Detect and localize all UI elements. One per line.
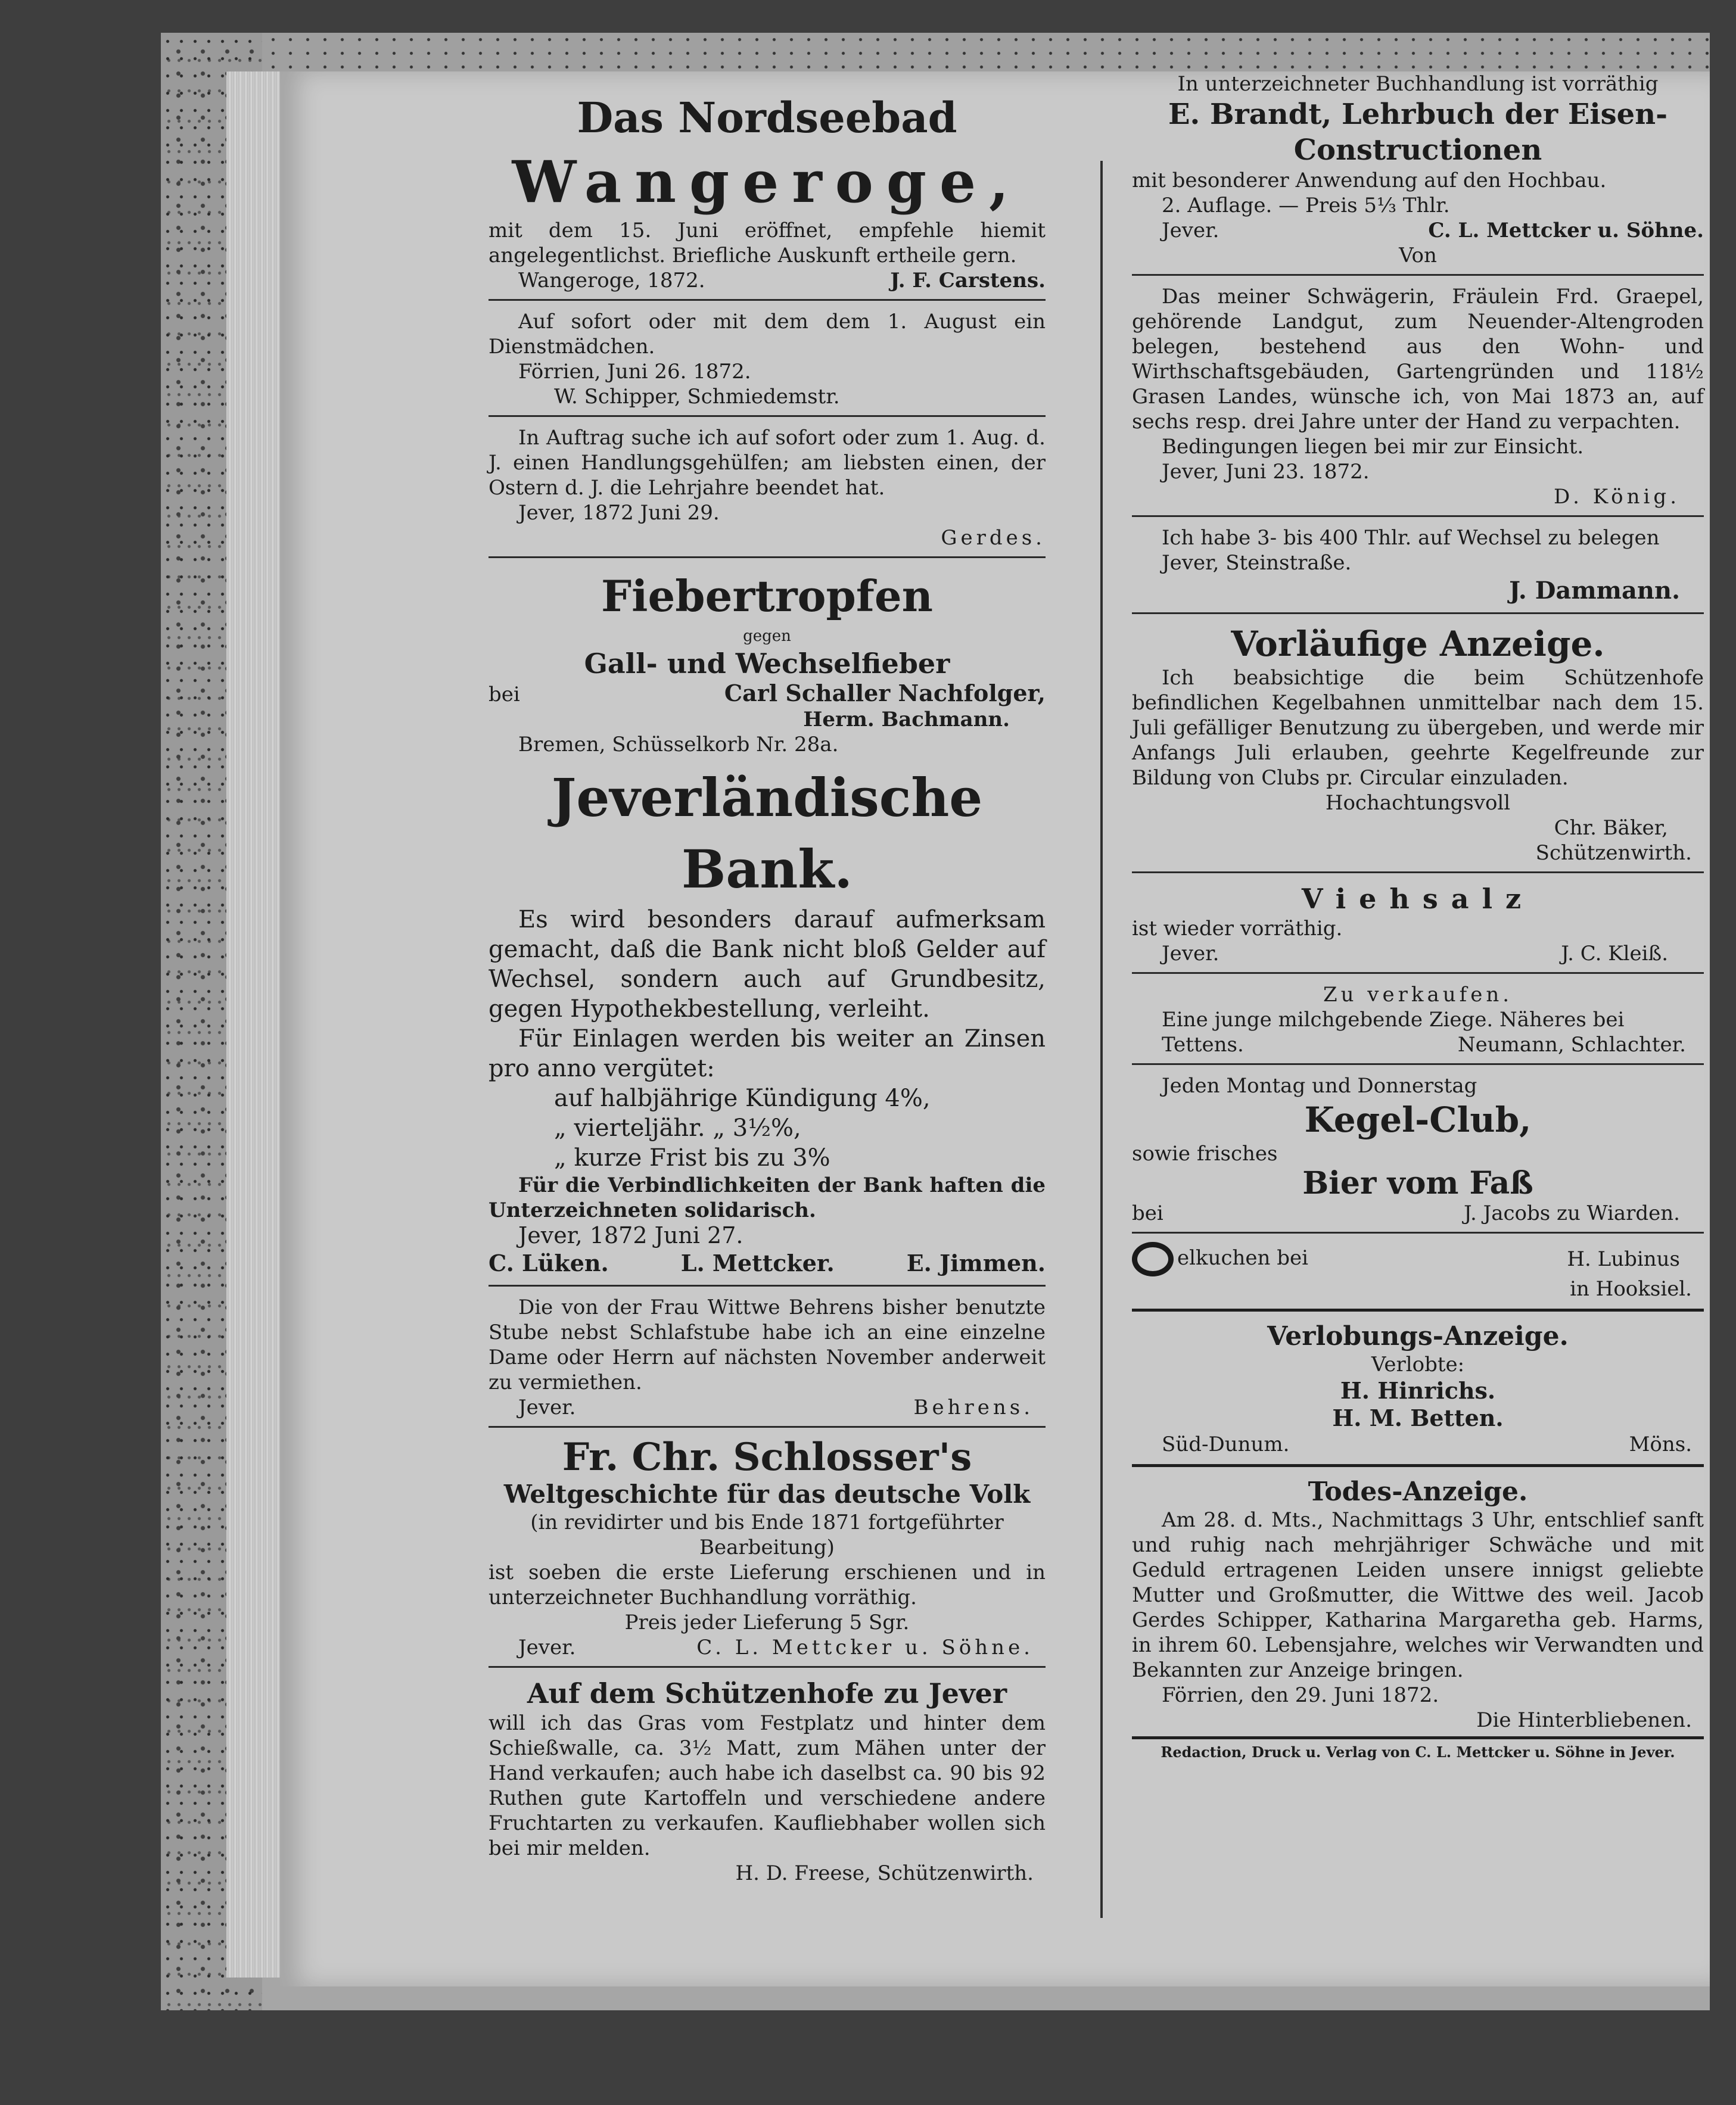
ad-bei: bei (489, 683, 520, 706)
ad-signature: C. Lüken. (489, 1250, 609, 1276)
ad-signature: D. König. (1554, 485, 1680, 509)
ad-body: Am 28. d. Mts., Nachmittags 3 Uhr, entschlief sanft und ruhig nach mehrjähriger Schwäche und mit Geduld ertragenen Leiden unsere innigst geliebte Mutter und Großmutter, die Wittwe des weil. Jacob Gerdes Schipper, Katharina Margaretha geb. Harms, in ihrem 60. Lebensjahre, welches wir Verwandten und Bekannten zur Anzeige bringen. (1132, 1508, 1704, 1682)
ad-firm: Carl Schaller Nachfolger, (724, 680, 1046, 706)
ad-verlobungs-anzeige (1132, 1321, 1704, 1457)
ad-brandt-lehrbuch (1132, 71, 1704, 268)
ad-schlosser-weltgeschichte (489, 1436, 1046, 1660)
ad-rate: „ vierteljähr. „ 3½%, (554, 1114, 801, 1142)
ad-todes-anzeige (1132, 1477, 1704, 1733)
divider (1132, 1309, 1704, 1312)
ad-body: Ich habe 3- bis 400 Thlr. auf Wechsel zu belegen (1162, 526, 1660, 550)
ad-signature: J. C. Kleiß. (1561, 942, 1668, 966)
ad-intro: Jeden Montag und Donnerstag (1162, 1074, 1477, 1098)
ad-signature: H. Lubinus (1567, 1247, 1680, 1271)
ad-jeverlaendische-bank (489, 762, 1046, 1279)
divider (1132, 1232, 1704, 1234)
divider (1132, 515, 1704, 517)
divider (489, 299, 1046, 301)
divider (1132, 1464, 1704, 1467)
ad-schuetzenhof (489, 1676, 1046, 1886)
divider (1132, 1063, 1704, 1065)
ad-subtitle: Weltgeschichte für das deutsche Volk (503, 1480, 1031, 1509)
ad-place: Jever. (518, 1636, 576, 1659)
ad-title: Das Nordseebad (577, 93, 957, 142)
ad-place-heading: Wangeroge, (512, 148, 1022, 216)
ad-place: Jever. (518, 1396, 576, 1419)
ad-text-wrap (1132, 1242, 1308, 1276)
ad-body: Für Einlagen werden bis weiter an Zinsen pro anno vergütet: (489, 1025, 1046, 1082)
divider (1132, 274, 1704, 276)
ad-body: ist wieder vorräthig. (1132, 917, 1343, 941)
ad-body: In Auftrag suche ich auf sofort oder zum 1. Aug. d. J. einen Handlungsgehülfen; am liebsten einen, der Ostern d. J. die Lehrjahre beendet hat. (489, 426, 1046, 500)
imprint: Redaction, Druck u. Verlag von C. L. Mettcker u. Söhne in Jever. (1161, 1743, 1675, 1761)
ad-conditions: Bedingungen liegen bei mir zur Einsicht. (1162, 435, 1584, 459)
ad-signature: E. Jimmen. (906, 1250, 1046, 1276)
ad-rate: auf halbjährige Kündigung 4%, (554, 1085, 931, 1112)
ad-body: Eine junge milchgebende Ziege. Näheres bei (1162, 1008, 1625, 1032)
ad-body: mit dem 15. Juni eröffnet, empfehle hiemit angelegentlichst. Briefliche Auskunft ertheile gern. (489, 219, 1046, 267)
ad-wangeroge (489, 89, 1046, 293)
ad-von: Von (1399, 244, 1437, 267)
ad-signature: C. L. Mettcker u. Söhne. (696, 1636, 1034, 1659)
ad-signature: Neumann, Schlachter. (1457, 1033, 1686, 1057)
ad-title: Zu verkaufen. (1323, 983, 1513, 1007)
ad-title: Auf dem Schützenhofe zu Jever (527, 1677, 1007, 1709)
ad-mid: sowie frisches (1132, 1142, 1278, 1166)
ad-viehsalz (1132, 882, 1704, 966)
ad-name: H. M. Betten. (1332, 1405, 1504, 1431)
ad-title: Fr. Chr. Schlosser's (562, 1435, 972, 1480)
ad-signature: J. Dammann. (1509, 577, 1680, 605)
left-column (489, 89, 1046, 1886)
ad-body: mit besonderer Anwendung auf den Hochbau. (1132, 169, 1607, 192)
divider (489, 1666, 1046, 1668)
ad-place: Möns. (1629, 1433, 1692, 1456)
ad-role: Schützenwirth. (1535, 841, 1692, 865)
ad-place: Süd-Dunum. (1162, 1433, 1290, 1456)
ad-closing: Hochachtungsvoll (1325, 791, 1511, 815)
right-column (1132, 71, 1704, 1762)
ad-title: Viehsalz (1301, 883, 1535, 915)
ad-title: E. Brandt, Lehrbuch der Eisen-Constructionen (1168, 98, 1668, 167)
ad-signature: Die Hinterbliebenen. (1476, 1708, 1692, 1732)
divider (489, 415, 1046, 417)
ad-signature: Behrens. (913, 1396, 1034, 1419)
ad-signature: J. F. Carstens. (890, 269, 1046, 292)
ad-intro: In unterzeichneter Buchhandlung ist vorräthig (1177, 72, 1659, 96)
ad-body: Das meiner Schwägerin, Fräulein Frd. Graepel, gehörende Landgut, zum Neuender-Altengroden belegen, bestehend aus den Wohn- und Wirthschaftsgebäuden, Gartengründen und 118½ Grasen Landes, wünsche ich, von Mai 1873 an, auf sechs resp. drei Jahre unter der Hand zu verpachten. (1132, 285, 1704, 434)
ad-vorlaeufige-anzeige (1132, 622, 1704, 865)
ad-place: Jever. (1162, 942, 1219, 966)
ad-title: Todes-Anzeige. (1308, 1477, 1528, 1507)
ad-body: ist soeben die erste Lieferung erschienen und in unterzeichneter Buchhandlung vorräthig. (489, 1561, 1046, 1609)
column-divider (1100, 161, 1103, 1918)
ad-body: will ich das Gras vom Festplatz und hinter dem Schießwalle, ca. 3½ Matt, zum Mähen unter der Hand verkaufen; auch habe ich daselbst ca. 90 bis 92 Ruthen gute Kartoffeln und verschiedene andere Fruchtarten zu verkaufen. Kaufliebhaber wollen sich bei mir melden. (489, 1711, 1046, 1860)
ad-place-date: Förrien, den 29. Juni 1872. (1162, 1683, 1439, 1707)
ad-price: Preis jeder Lieferung 5 Sgr. (624, 1611, 910, 1634)
ad-handlungsgehuelfe (489, 425, 1046, 550)
ad-body: Es wird besonders darauf aufmerksam gemacht, daß die Bank nicht bloß Gelder auf Wechsel, sondern auch auf Grundbesitz, gegen Hypothekbestellung, verleiht. (489, 906, 1046, 1023)
ad-place: Jever. (1162, 219, 1219, 242)
initial-letter-o (1132, 1242, 1174, 1276)
ad-address: Bremen, Schüsselkorb Nr. 28a. (518, 733, 839, 756)
ad-firm-owner: Herm. Bachmann. (803, 708, 1010, 731)
ad-rate: „ kurze Frist bis zu 3% (554, 1144, 830, 1172)
ad-name: H. Hinrichs. (1340, 1377, 1496, 1404)
ad-oelkuchen (1132, 1242, 1704, 1301)
ad-landgut-verpachtung (1132, 284, 1704, 509)
ad-signature: L. Mettcker. (680, 1250, 835, 1276)
ad-place-date: Jever, 1872 Juni 29. (518, 501, 720, 525)
ad-place-date: Jever, 1872 Juni 27. (518, 1222, 743, 1248)
divider (1132, 1736, 1704, 1739)
ad-title: Vorläufige Anzeige. (1231, 624, 1605, 664)
ad-address: Jever, Steinstraße. (1162, 551, 1352, 575)
ad-title: Verlobungs-Anzeige. (1267, 1321, 1569, 1352)
ad-subtitle: Gall- und Wechselfieber (584, 647, 950, 680)
ad-dammann-wechsel (1132, 525, 1704, 606)
divider (489, 1426, 1046, 1428)
divider (1132, 871, 1704, 873)
ad-body: Die von der Frau Wittwe Behrens bisher benutzte Stube nebst Schlafstube habe ich an eine einzelne Dame oder Herrn auf nächsten November anderweit zu vermiethen. (489, 1296, 1046, 1394)
ad-fiebertropfen (489, 566, 1046, 757)
ad-zu-verkaufen (1132, 982, 1704, 1057)
ad-kegel-club (1132, 1073, 1704, 1226)
ad-text: elkuchen bei (1177, 1246, 1309, 1270)
divider (489, 556, 1046, 558)
ad-place-date: Wangeroge, 1872. (518, 269, 705, 292)
ad-dienstmaedchen (489, 309, 1046, 409)
ad-title: Kegel-Club, (1304, 1100, 1532, 1140)
ad-subtitle: Bier vom Faß (1302, 1165, 1533, 1201)
ad-place-date: Förrien, Juni 26. 1872. (518, 360, 751, 384)
ad-title: Jeverländische Bank. (551, 767, 983, 900)
ad-signature: Chr. Bäker, (1554, 816, 1668, 840)
ad-note: Für die Verbindlichkeiten der Bank haften die Unterzeichneten solidarisch. (489, 1173, 1046, 1222)
ad-edition: 2. Auflage. — Preis 5⅓ Thlr. (1162, 194, 1450, 217)
ad-behrens-stube (489, 1295, 1046, 1420)
ad-place: Tettens. (1162, 1033, 1244, 1057)
ad-signature: J. Jacobs zu Wiarden. (1464, 1201, 1680, 1225)
ad-signature: Gerdes. (941, 526, 1046, 550)
ad-title: Fiebertropfen (601, 571, 934, 621)
ad-label: Verlobte: (1371, 1353, 1465, 1377)
ad-signature-place: in Hooksiel. (1570, 1277, 1692, 1301)
ad-signature: C. L. Mettcker u. Söhne. (1428, 219, 1704, 242)
divider (489, 1285, 1046, 1287)
ad-place-date: Jever, Juni 23. 1872. (1162, 460, 1370, 484)
ad-bei: bei (1132, 1201, 1163, 1225)
ad-signature: H. D. Freese, Schützenwirth. (735, 1861, 1034, 1885)
ad-body: Auf sofort oder mit dem dem 1. August ein Dienstmädchen. (489, 310, 1046, 359)
ad-signature: W. Schipper, Schmiedemstr. (554, 385, 840, 409)
divider (1132, 612, 1704, 614)
ad-body: Ich beabsichtige die beim Schützenhofe befindlichen Kegelbahnen unmittelbar nach dem 15. Juli gefälliger Benutzung zu übergeben, und werde mir Anfangs Juli erlauben, geehrte Kegelfreunde zur Bildung von Clubs pr. Circular einzuladen. (1132, 666, 1704, 790)
ad-paren: (in revidirter und bis Ende 1871 fortgeführter Bearbeitung) (530, 1511, 1004, 1559)
divider (1132, 972, 1704, 974)
ad-gegen: gegen (743, 627, 791, 645)
